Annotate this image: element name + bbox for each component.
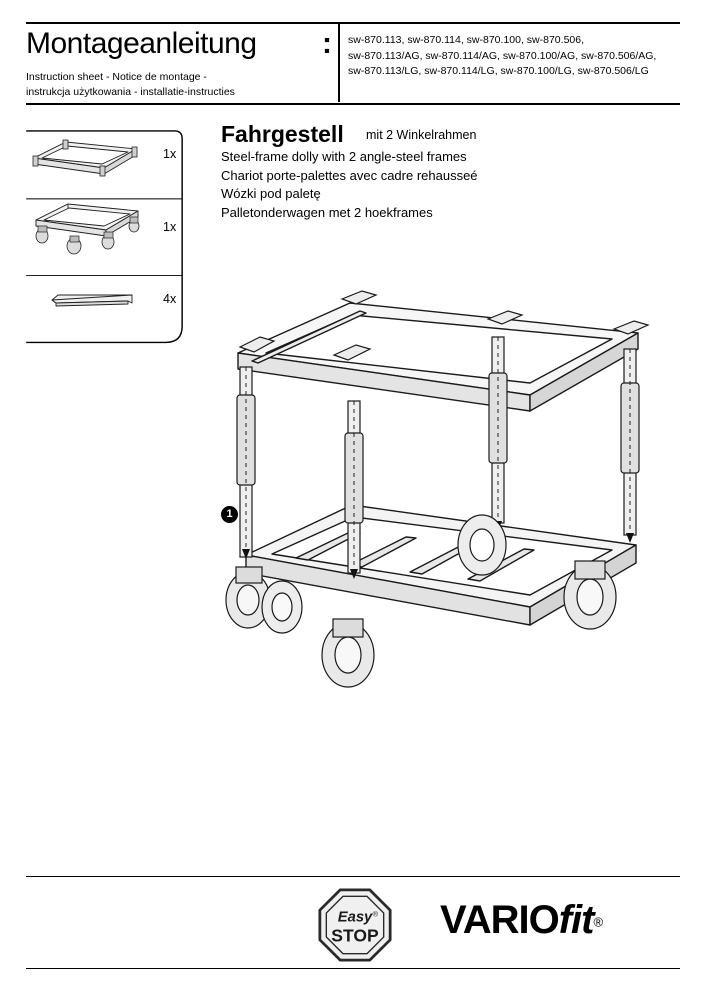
part-quantity: 1x bbox=[163, 220, 177, 234]
easystop-logo bbox=[318, 888, 392, 962]
product-name: Fahrgestell bbox=[221, 121, 344, 147]
part-angle-frame-icon bbox=[30, 138, 140, 183]
easystop-easy-text: Easy bbox=[337, 909, 373, 926]
part-quantity: 1x bbox=[163, 147, 177, 161]
product-translation-line: Palletonderwagen met 2 hoekframes bbox=[221, 204, 433, 220]
subtitle-line-2: instrukcja użytkowania - installatie-instructies bbox=[26, 86, 235, 98]
header-bottom-rule bbox=[26, 103, 680, 105]
subtitle-line-1: Instruction sheet - Notice de montage - bbox=[26, 71, 207, 83]
step-number-badge: 1 bbox=[221, 506, 238, 523]
article-number-line: sw-870.113/LG, sw-870.114/LG, sw-870.100/LG, sw-870.506/LG bbox=[348, 65, 649, 77]
footer-bottom-rule bbox=[26, 968, 680, 969]
part-dolly-icon bbox=[30, 200, 150, 258]
page-title: Montageanleitung bbox=[26, 27, 257, 60]
product-translation-line: Steel-frame dolly with 2 angle-steel frames bbox=[221, 149, 467, 164]
footer-top-rule bbox=[26, 876, 680, 877]
brand-vario-text: VARIO bbox=[440, 898, 559, 942]
assembly-illustration bbox=[200, 255, 670, 695]
brand-fit-text: fit bbox=[558, 898, 594, 942]
part-connector-bar-icon bbox=[48, 290, 138, 310]
part-quantity: 4x bbox=[163, 292, 177, 306]
brand-registered-icon: ® bbox=[593, 914, 604, 930]
brand-logo bbox=[440, 898, 603, 948]
header-top-rule bbox=[26, 22, 680, 24]
header-vertical-divider bbox=[338, 24, 340, 102]
easystop-reg-mark: ® bbox=[372, 909, 379, 919]
article-number-line: sw-870.113, sw-870.114, sw-870.100, sw-870.506, bbox=[348, 34, 584, 46]
page-title-colon: : bbox=[322, 27, 332, 60]
product-translation-line: Wózki pod paletę bbox=[221, 186, 321, 201]
product-translation-line: Chariot porte-palettes avec cadre rehausseé bbox=[221, 167, 478, 183]
easystop-stop-text: STOP bbox=[331, 925, 379, 946]
article-number-line: sw-870.113/AG, sw-870.114/AG, sw-870.100/AG, sw-870.506/AG, bbox=[348, 49, 657, 62]
product-name-suffix: mit 2 Winkelrahmen bbox=[366, 128, 477, 142]
article-number-list bbox=[348, 33, 656, 80]
product-translations bbox=[221, 148, 478, 222]
